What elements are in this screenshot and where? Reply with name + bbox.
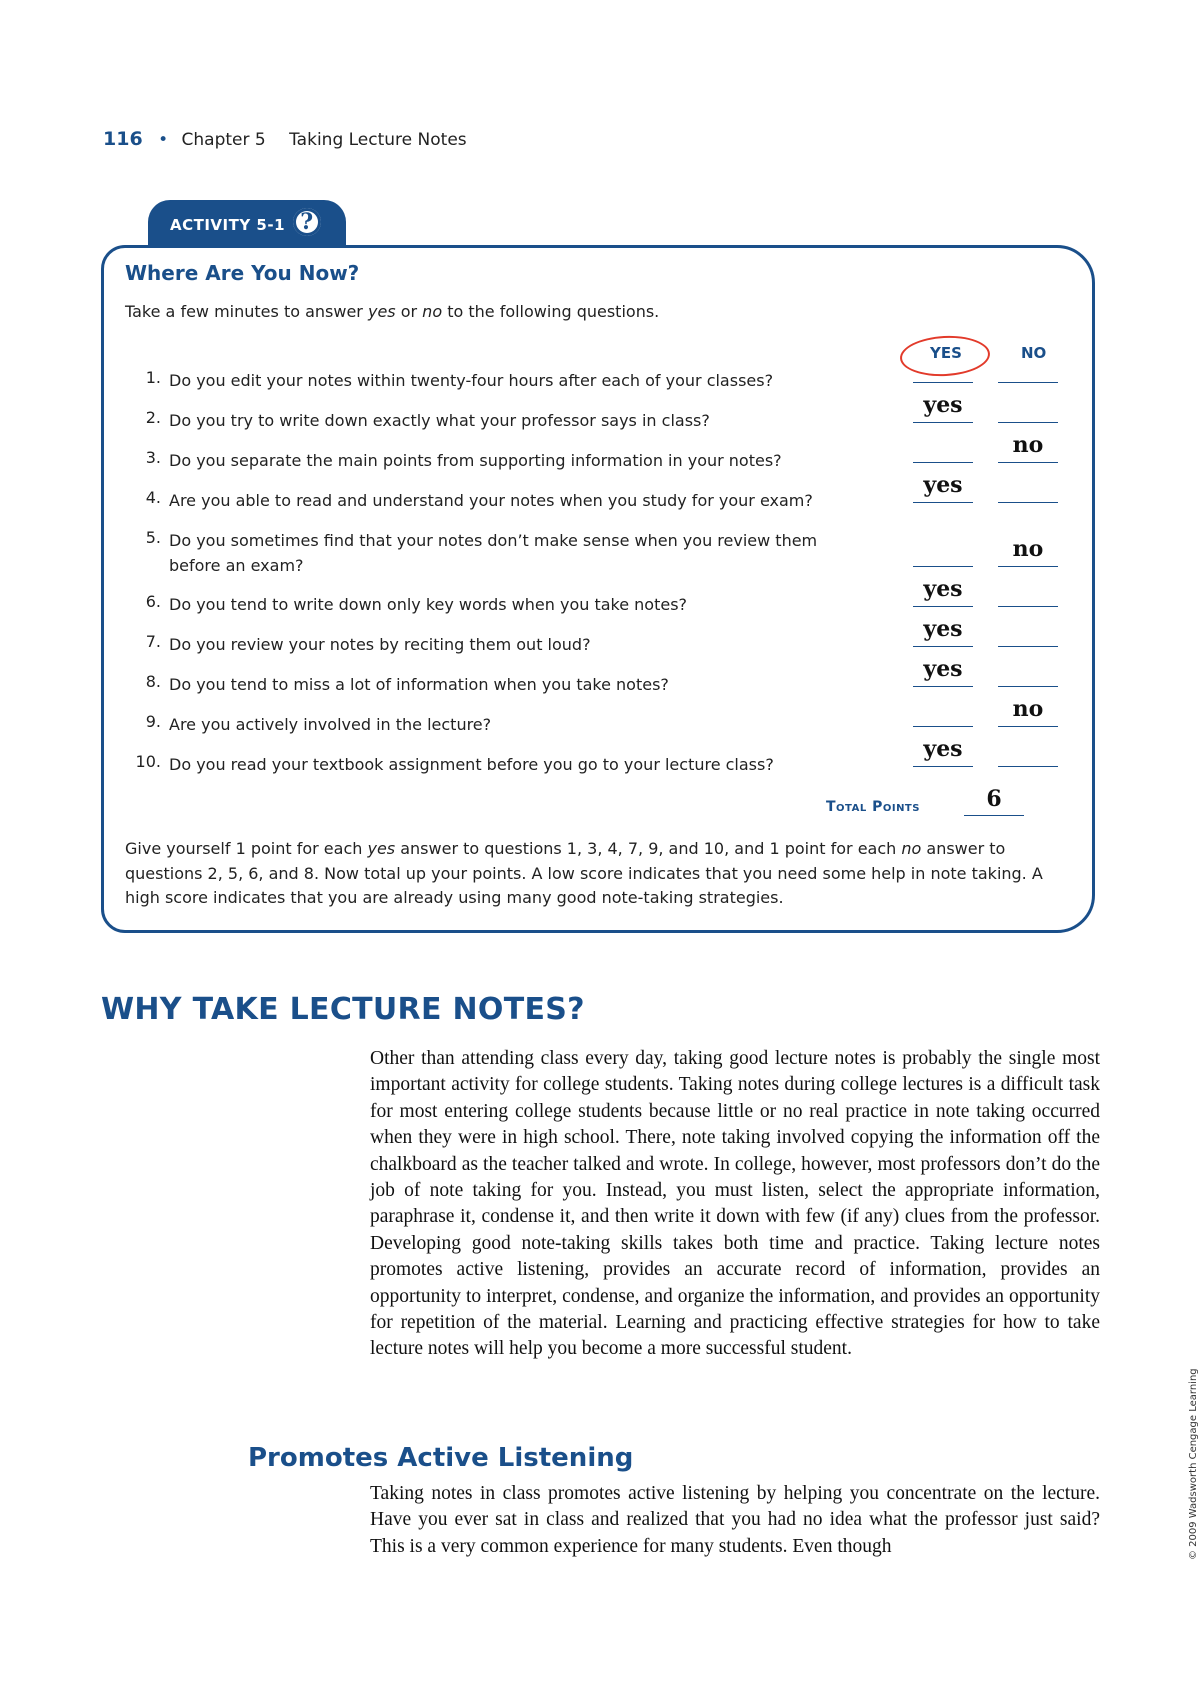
section-paragraph: Other than attending class every day, taking good lecture notes is probably the single most important activity for college students. Taking notes during college lectures is a difficult task for most entering college students because little or no real practice in note taking occurred when they were in high school. There, note taking involved copying the information off the chalkboard as the teacher talked and wrote. In college, however, most professors don’t do the job of note taking for you. Instead, you must listen, select the appropriate information, paraphrase it, condense it, and then write it down with few (if any) clues from the professor. Developing good note-taking skills takes both time and practice. Taking lecture notes promotes active listening, provides an accurate record of information, provides an opportunity to interpret, condense, and organize the information, and provides an opportunity for repetition of the material. Learning and practicing effective strategies for how to take lecture notes will help you become a more successful student. bbox=[370, 1048, 1100, 1360]
question-number: 4. bbox=[145, 488, 161, 507]
activity-instructions: Take a few minutes to answer yes or no to the following questions. bbox=[125, 302, 660, 321]
yes-answer-line bbox=[913, 766, 973, 767]
question-mark-icon: ? bbox=[293, 208, 321, 236]
question-row bbox=[125, 752, 849, 777]
no-answer-line bbox=[998, 502, 1058, 503]
activity-tab bbox=[148, 200, 346, 246]
yes-answer: yes bbox=[923, 736, 963, 762]
no-answer-line bbox=[998, 606, 1058, 607]
question-row bbox=[125, 488, 849, 513]
question-number: 7. bbox=[145, 632, 161, 651]
no-answer-line bbox=[998, 566, 1058, 567]
question-row bbox=[125, 408, 849, 433]
question-text: Do you edit your notes within twenty-four hours after each of your classes? bbox=[169, 371, 774, 390]
subsection-paragraph: Taking notes in class promotes active listening by helping you concentrate on the lecture. Have you ever sat in class and realized that you had no idea what the professor just said? This is a very common experience for many students. Even though bbox=[370, 1483, 1100, 1557]
yes-answer-line bbox=[913, 502, 973, 503]
scoring-instructions: Give yourself 1 point for each yes answer to questions 1, 3, 4, 7, 9, and 10, and 1 point for each no answer to questions 2, 5, 6, and 8. Now total up your points. A low score indicates that you need some help in note taking. A high score indicates that you are already using many good note-taking strategies. bbox=[125, 839, 1043, 907]
question-number: 1. bbox=[145, 368, 161, 387]
total-points-value: 6 bbox=[986, 786, 1002, 812]
question-number: 6. bbox=[145, 592, 161, 611]
question-row bbox=[125, 368, 849, 393]
question-row bbox=[125, 672, 849, 697]
no-answer-line bbox=[998, 382, 1058, 383]
activity-tab-label: ACTIVITY 5-1 bbox=[170, 216, 286, 234]
question-text: Do you separate the main points from supporting information in your notes? bbox=[169, 451, 782, 470]
no-column-header: NO bbox=[1021, 344, 1047, 362]
question-row bbox=[125, 592, 849, 617]
no-answer: no bbox=[1012, 432, 1044, 458]
page-number: 116 bbox=[103, 128, 143, 150]
question-row bbox=[125, 448, 849, 473]
question-text: Are you able to read and understand your notes when you study for your exam? bbox=[169, 491, 813, 510]
activity-title: Where Are You Now? bbox=[125, 261, 360, 285]
question-row bbox=[125, 712, 849, 737]
no-answer-line bbox=[998, 646, 1058, 647]
yes-answer-line bbox=[913, 686, 973, 687]
question-text: Do you read your textbook assignment before you go to your lecture class? bbox=[169, 755, 774, 774]
question-number: 8. bbox=[145, 672, 161, 691]
copyright-notice: © 2009 Wadsworth Cengage Learning bbox=[1188, 1368, 1199, 1560]
question-text: Do you sometimes find that your notes don’t make sense when you review them before an exam? bbox=[169, 531, 818, 575]
question-text: Do you tend to write down only key words when you take notes? bbox=[169, 595, 688, 614]
section-heading: WHY TAKE LECTURE NOTES? bbox=[101, 992, 585, 1027]
no-answer-line bbox=[998, 686, 1058, 687]
yes-answer: yes bbox=[923, 392, 963, 418]
no-answer: no bbox=[1012, 536, 1044, 562]
no-answer-line bbox=[998, 462, 1058, 463]
total-points-label: Total Points bbox=[826, 799, 920, 815]
yes-column-header: YES bbox=[930, 344, 962, 362]
yes-answer: yes bbox=[923, 576, 963, 602]
yes-answer-line bbox=[913, 382, 973, 383]
yes-answer-line bbox=[913, 606, 973, 607]
chapter-title: Taking Lecture Notes bbox=[289, 130, 467, 150]
question-number: 10. bbox=[135, 752, 161, 771]
question-row bbox=[125, 632, 849, 657]
no-answer-line bbox=[998, 766, 1058, 767]
question-text: Do you try to write down exactly what your professor says in class? bbox=[169, 411, 710, 430]
question-text: Do you tend to miss a lot of information when you take notes? bbox=[169, 675, 669, 694]
question-text: Do you review your notes by reciting them out loud? bbox=[169, 635, 591, 654]
yes-answer-line bbox=[913, 646, 973, 647]
yes-answer: yes bbox=[923, 472, 963, 498]
question-number: 5. bbox=[145, 528, 161, 547]
yes-answer-line bbox=[913, 462, 973, 463]
total-points-line bbox=[964, 815, 1024, 816]
yes-answer-line bbox=[913, 726, 973, 727]
header-bullet: • bbox=[158, 130, 169, 150]
no-answer-line bbox=[998, 422, 1058, 423]
question-row bbox=[125, 528, 849, 578]
question-text: Are you actively involved in the lecture? bbox=[169, 715, 492, 734]
question-number: 2. bbox=[145, 408, 161, 427]
running-header bbox=[103, 128, 467, 150]
yes-answer-line bbox=[913, 422, 973, 423]
yes-answer-line bbox=[913, 566, 973, 567]
question-number: 3. bbox=[145, 448, 161, 467]
no-answer-line bbox=[998, 726, 1058, 727]
yes-answer: yes bbox=[923, 656, 963, 682]
question-number: 9. bbox=[145, 712, 161, 731]
subsection-heading: Promotes Active Listening bbox=[248, 1443, 634, 1473]
chapter-label: Chapter 5 bbox=[181, 130, 266, 150]
no-answer: no bbox=[1012, 696, 1044, 722]
yes-answer: yes bbox=[923, 616, 963, 642]
